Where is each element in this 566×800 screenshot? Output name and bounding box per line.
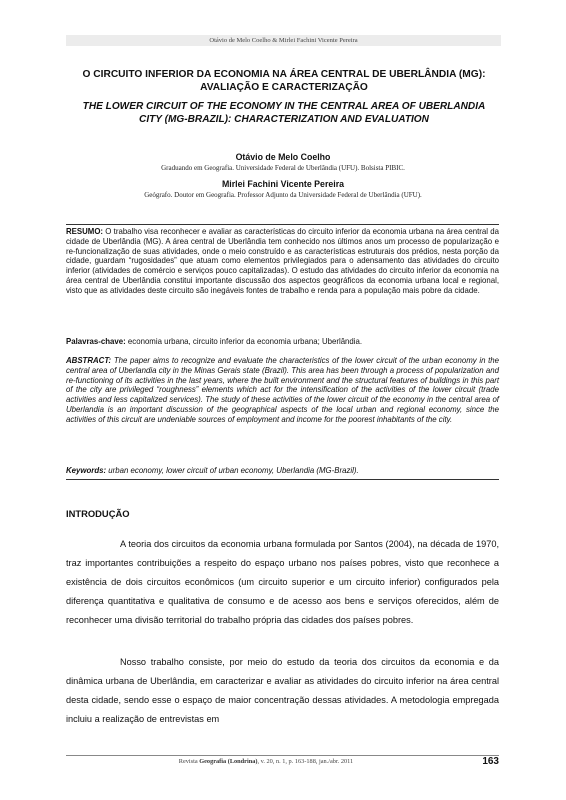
running-header: Otávio de Melo Coelho & Mirlei Fachini Vicente Pereira <box>66 35 501 46</box>
resumo-text: O trabalho visa reconhecer e avaliar as características do circuito inferior da economia urbana na área central da cidade de Uberlândia (MG). A área central de Uberlândia tem conhecido nos últimos anos um processo de popularização e re-funcionalização de suas atividades, onde o meio construído e as características estruturais dos prédios, nesta porção da cidade, guardam “rugosidades” que atuam como elementos privilegiados para o adensamento das atividades do circuito inferior (atividades de comércio e serviços pouco capitalizadas). O estudo das atividades do circuito inferior da economia na área central de Uberlândia constitui importante discussão dos aspectos geográficos da economia urbana local e regional, visto que as atividades deste circuito são inegáveis fontes de trabalho e renda para a população mais pobre da cidade. <box>66 227 499 295</box>
paper-title-english: THE LOWER CIRCUIT OF THE ECONOMY IN THE CENTRAL AREA OF UBERLANDIA CITY (MG-BRAZIL): CHARACTERIZATION AND EVALUATION <box>82 101 486 125</box>
abstract-text: The paper aims to recognize and evaluate the characteristics of the lower circuit of the urban economy in the central area of Uberlandia city in the Minas Gerais state (Brazil). This area has been through a process of popularization and re-functioning of its activities in the last years, where the built environment and the structural features of buildings in this part of the city are privileged “roughness” elements which act for the intensification of the activities of the lower circuit (trade activities and less capitalized services). The study of these activities of the lower circuit of the economy in the central area of Uberlandia is an important discussion of the geographical aspects of the local urban and regional economy, since the activities of this circuit are undeniable sources of employment and income for the poorest inhabitants of the city. <box>66 356 499 424</box>
body-paragraph-1: A teoria dos circuitos da economia urbana formulada por Santos (2004), na década de 1970, traz importantes contribuições a respeito do espaço urbano nos países pobres, visto que reconhece a existência de dois circuitos econômicos (um circuito superior e um circuito inferior) configurados pela diferença quantitativa e qualitativa de consumo e de acesso aos bens e serviços oferecidos, além de reconhecer uma divisão territorial do trabalho própria das cidades dos países pobres. <box>66 539 499 626</box>
abstract-top-rule <box>66 224 499 225</box>
journal-prefix: Revista <box>178 758 200 765</box>
abstract-paragraph <box>66 356 499 425</box>
author-name: Mirlei Fachini Vicente Pereira <box>221 179 345 189</box>
palavras-chave-label: Palavras-chave: <box>66 337 126 346</box>
keywords-paragraph <box>66 466 499 476</box>
author-block-2 <box>0 179 566 200</box>
journal-name: Geografia (Londrina) <box>199 758 258 765</box>
page-footer <box>66 755 499 768</box>
palavras-chave-text: economia urbana, circuito inferior da economia urbana; Uberlândia. <box>125 337 363 346</box>
keywords-label: Keywords: <box>66 466 107 475</box>
palavras-chave-paragraph <box>66 337 499 347</box>
author-affiliation: Geógrafo. Doutor em Geografia. Professor Adjunto da Universidade Federal de Uberlândia (UFU). <box>144 191 422 199</box>
section-heading: INTRODUÇÃO <box>66 508 130 519</box>
author-affiliation: Graduando em Geografia. Universidade Federal de Uberlândia (UFU). Bolsista PIBIC. <box>161 164 405 172</box>
citation-details: , v. 20, n. 1, p. 163-188, jan./abr. 2011 <box>257 758 354 765</box>
body-paragraph-2: Nosso trabalho consiste, por meio do estudo da teoria dos circuitos da economia e da dinâmica urbana de Uberlândia, em caracterizar e avaliar as atividades do circuito inferior na área central desta cidade, sendo esse o espaço de maior concentração dessas atividades. A metodologia empregada incluiu a realização de entrevistas em <box>66 657 499 725</box>
abstract-label: ABSTRACT: <box>66 356 112 365</box>
paper-title-portuguese: O CIRCUITO INFERIOR DA ECONOMIA NA ÁREA CENTRAL DE UBERLÂNDIA (MG): AVALIAÇÃO E CARACTERIZAÇÃO <box>82 69 486 93</box>
resumo-paragraph <box>66 227 499 296</box>
author-block-1 <box>0 152 566 173</box>
abstract-bottom-rule <box>66 479 499 480</box>
keywords-text: urban economy, lower circuit of urban economy, Uberlandia (MG-Brazil). <box>106 466 359 475</box>
resumo-label: RESUMO: <box>66 227 104 236</box>
journal-citation <box>66 758 466 765</box>
author-name: Otávio de Melo Coelho <box>235 152 331 162</box>
page-number: 163 <box>482 756 499 767</box>
